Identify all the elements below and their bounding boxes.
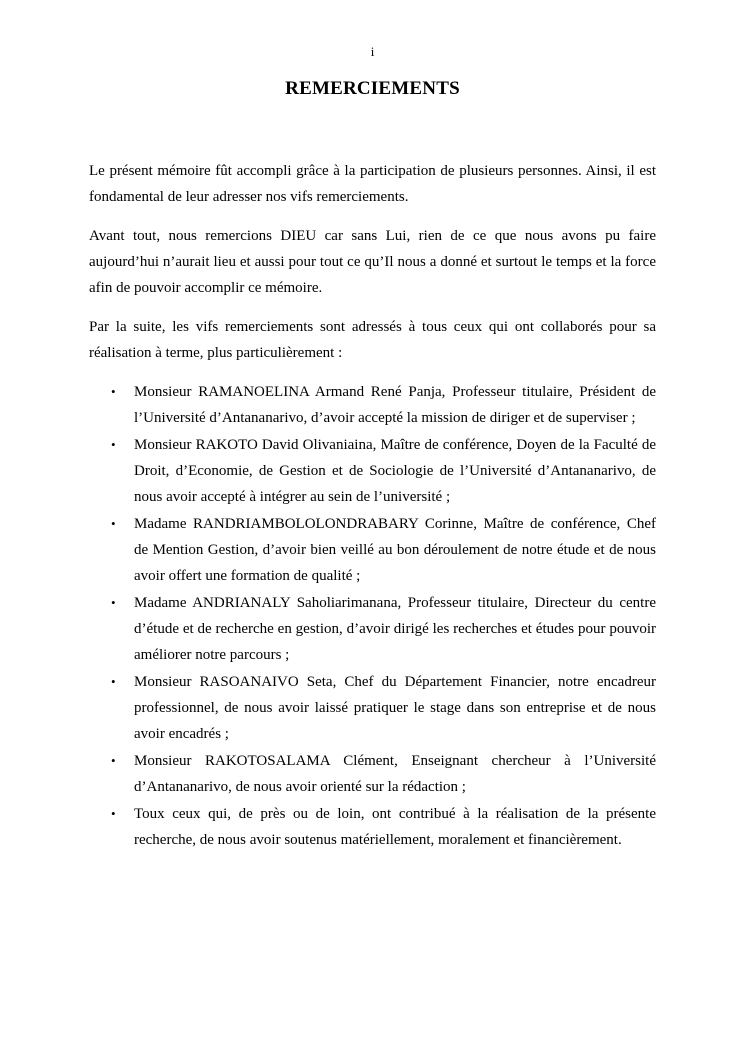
- list-item: [89, 432, 656, 510]
- list-item: [89, 590, 656, 668]
- intro-paragraph: Le présent mémoire fût accompli grâce à la participation de plusieurs personnes. Ainsi, il est fondamental de leur adresser nos vifs remerciements.: [89, 163, 656, 205]
- list-item-text: Toux ceux qui, de près ou de loin, ont contribué à la réalisation de la présente recherche, de nous avoir soutenus matériellement, moralement et financièrement.: [134, 806, 656, 848]
- list-item-text: Monsieur RAKOTO David Olivaniaina, Maître de conférence, Doyen de la Faculté de Droit, d’Economie, de Gestion et de Sociologie de l’Université d’Antananarivo, de nous avoir accepté à intégrer au sein de l’université ;: [134, 437, 656, 505]
- bullet-icon: •: [111, 437, 116, 452]
- list-item-text: Monsieur RAMANOELINA Armand René Panja, Professeur titulaire, Président de l’Université d’Antananarivo, d’avoir accepté la mission de diriger et de superviser ;: [134, 384, 656, 426]
- page-number: i: [370, 44, 375, 59]
- god-thanks-paragraph: Avant tout, nous remercions DIEU car sans Lui, rien de ce que nous avons pu faire aujourd’hui n’aurait lieu et aussi pour tout ce qu’Il nous a donné et surtout le temps et la force afin de pouvoir accomplir ce mémoire.: [89, 228, 656, 296]
- acknowledgement-list: [89, 379, 656, 853]
- list-item: [89, 748, 656, 800]
- bullet-icon: •: [111, 595, 116, 610]
- bullet-icon: •: [111, 516, 116, 531]
- bullet-icon: •: [111, 806, 116, 821]
- list-item-text: Monsieur RASOANAIVO Seta, Chef du Département Financier, notre encadreur professionnel, de nous avoir laissé pratiquer le stage dans son entreprise et de nous avoir encadrés ;: [134, 674, 656, 742]
- list-item-text: Monsieur RAKOTOSALAMA Clément, Enseignant chercheur à l’Université d’Antananarivo, de nous avoir orienté sur la rédaction ;: [134, 753, 656, 795]
- list-item: [89, 511, 656, 589]
- list-item-text: Madame ANDRIANALY Saholiarimanana, Professeur titulaire, Directeur du centre d’étude et de recherche en gestion, d’avoir dirigé les recherches et études pour pouvoir améliorer notre parcours ;: [134, 595, 656, 663]
- bullet-icon: •: [111, 753, 116, 768]
- document-body: [89, 158, 656, 854]
- bullet-icon: •: [111, 674, 116, 689]
- list-item: [89, 379, 656, 431]
- list-item: [89, 801, 656, 853]
- list-item-text: Madame RANDRIAMBOLOLONDRABARY Corinne, Maître de conférence, Chef de Mention Gestion, d’avoir bien veillé au bon déroulement de notre étude et de nous avoir offert une formation de qualité ;: [134, 516, 656, 584]
- bullet-icon: •: [111, 384, 116, 399]
- page-title: REMERCIEMENTS: [285, 78, 460, 99]
- collaborators-paragraph: Par la suite, les vifs remerciements sont adressés à tous ceux qui ont collaborés pour sa réalisation à terme, plus particulièrement :: [89, 319, 656, 361]
- list-item: [89, 669, 656, 747]
